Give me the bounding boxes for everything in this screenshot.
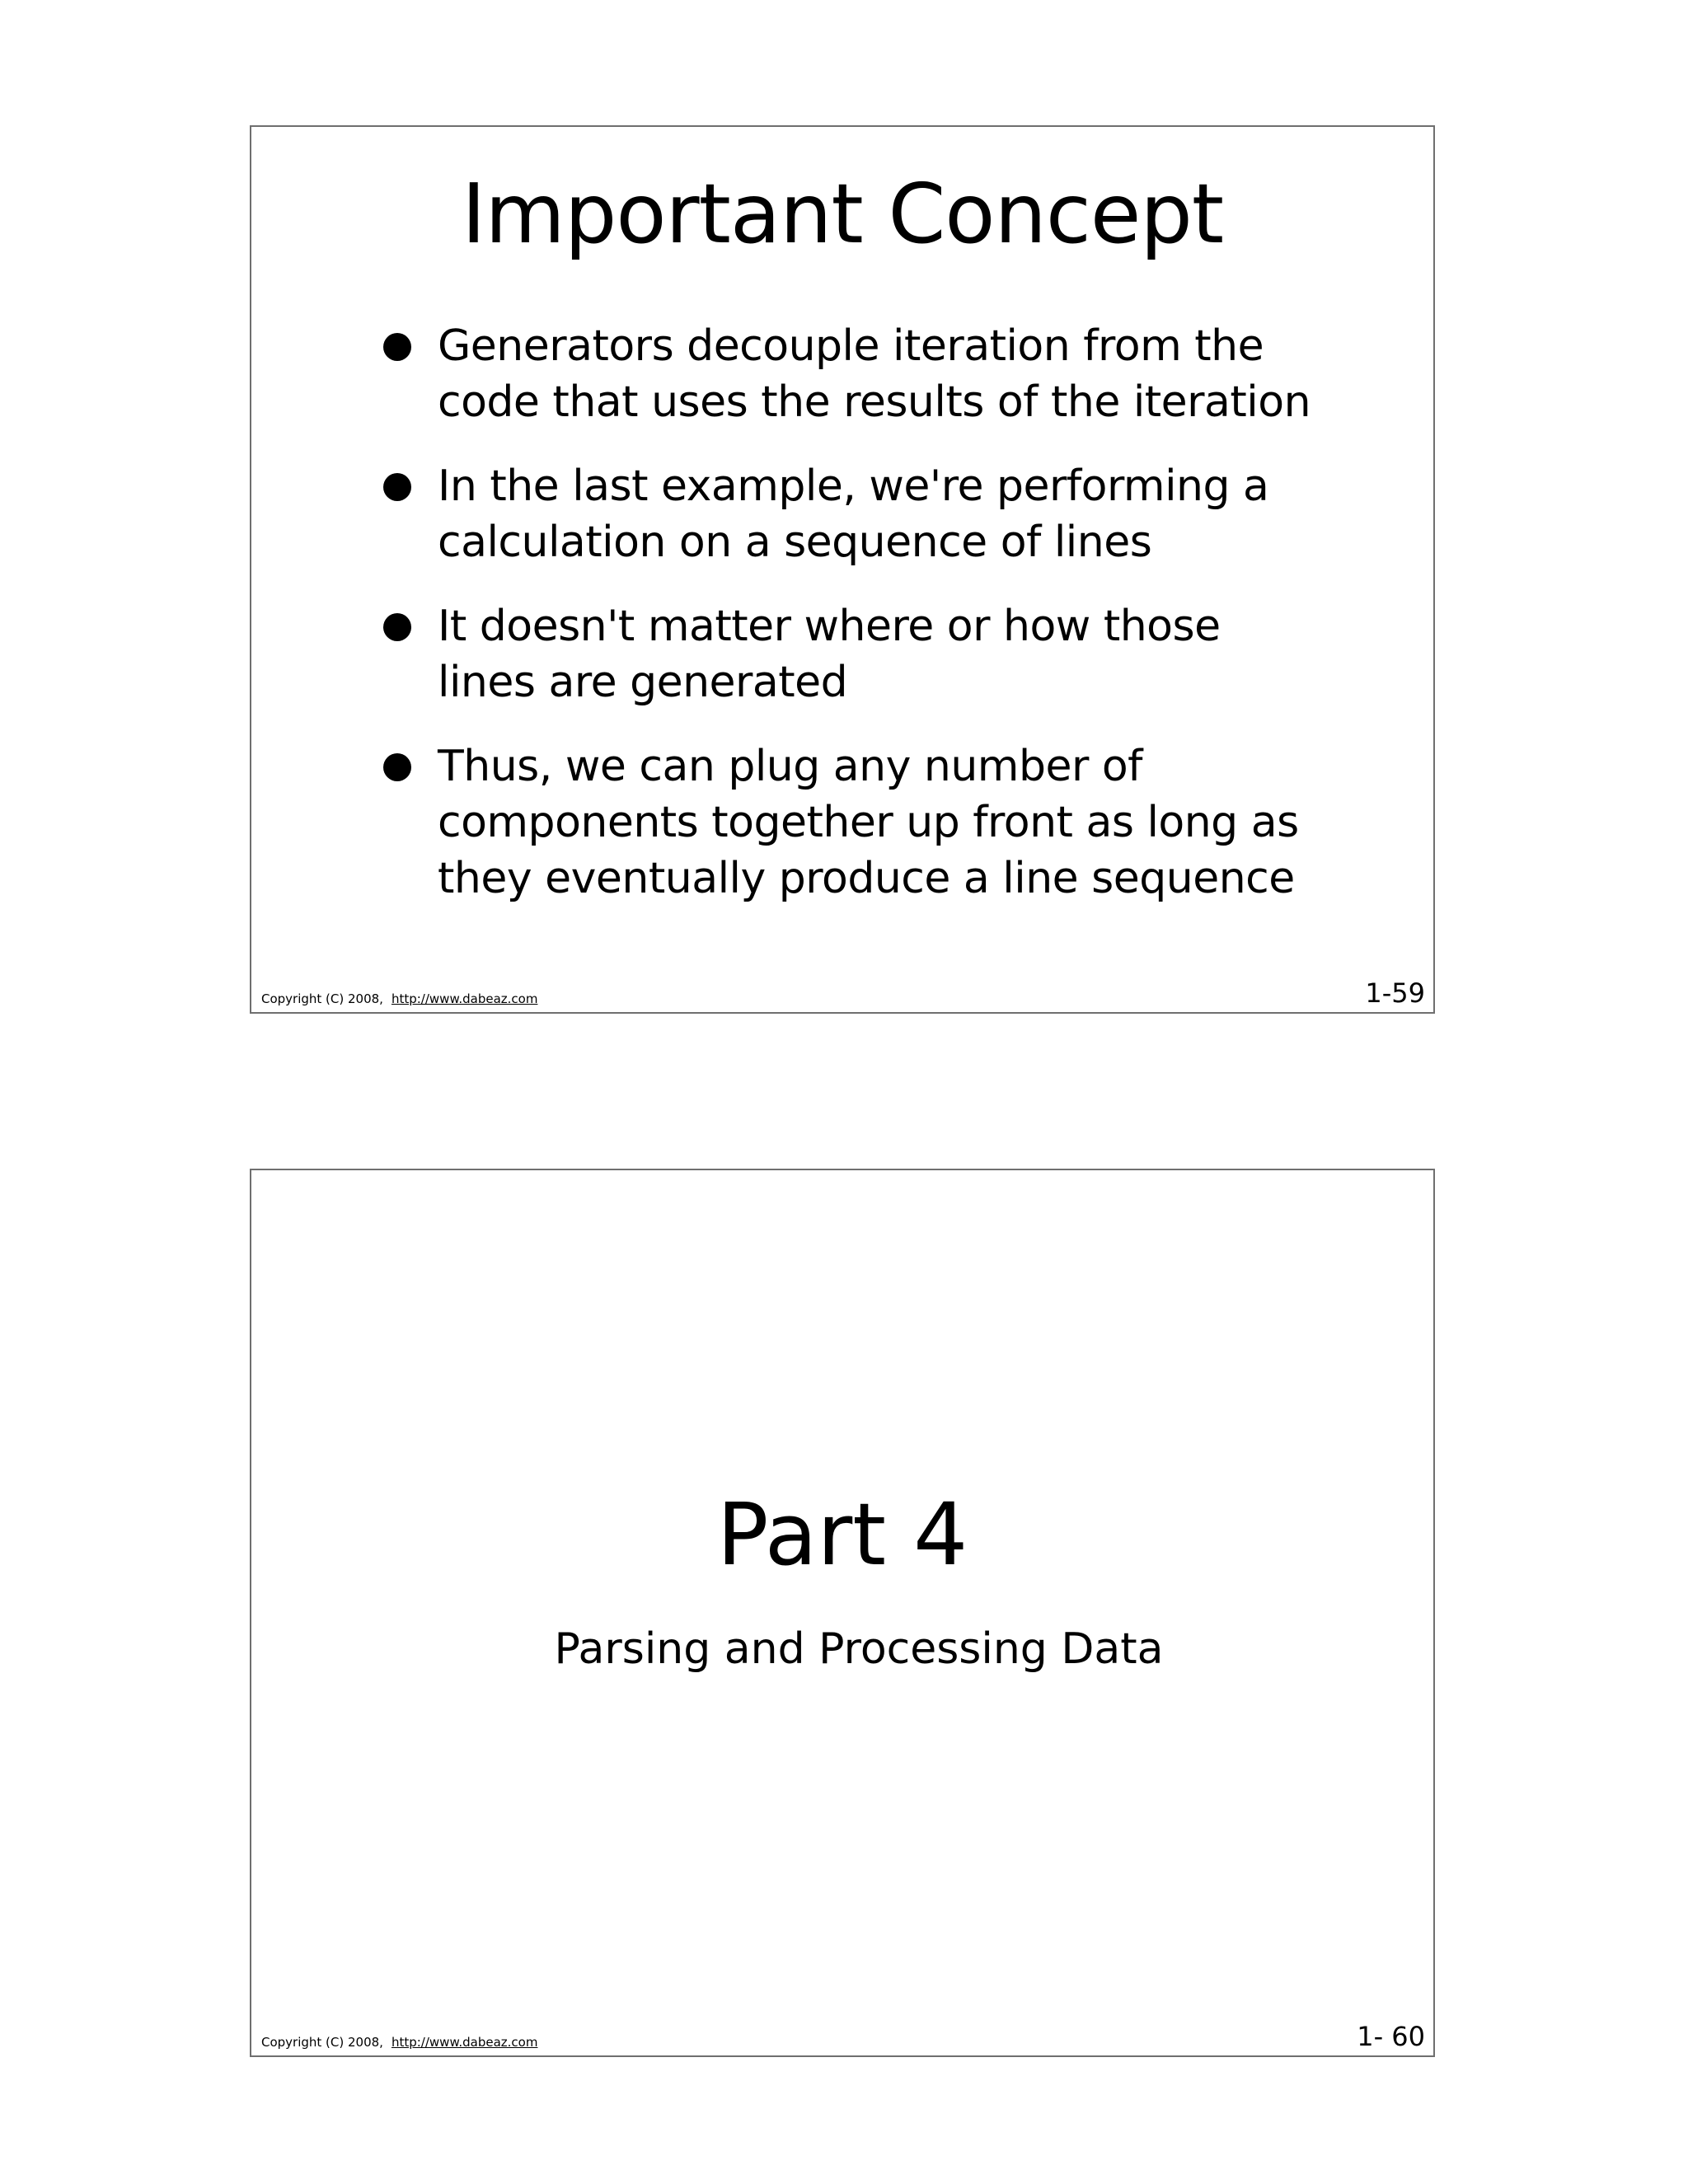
slide-footer (261, 2034, 537, 2050)
bullet-line: lines are generated (438, 658, 848, 707)
copyright-text: Copyright (C) 2008, (261, 2035, 383, 2050)
bullet-line: In the last example, we're performing a (438, 462, 1269, 511)
bullet-dot-icon (383, 753, 411, 781)
footer-link[interactable]: http://www.dabeaz.com (391, 991, 538, 1006)
bullet-line: Generators decouple iteration from the (438, 321, 1264, 371)
bullet-dot-icon (383, 333, 411, 361)
bullet-item (383, 738, 1328, 907)
page-number: 1- 60 (1357, 2021, 1425, 2052)
copyright-text: Copyright (C) 2008, (261, 991, 383, 1006)
bullet-line: code that uses the results of the iteration (438, 377, 1311, 427)
bullet-line: It doesn't matter where or how those (438, 602, 1221, 651)
bullet-line: they eventually produce a line sequence (438, 854, 1295, 903)
bullet-item (383, 318, 1328, 430)
footer-link[interactable]: http://www.dabeaz.com (391, 2035, 538, 2050)
slide-part-4 (250, 1169, 1435, 2057)
slide-title: Important Concept (461, 166, 1224, 262)
section-subtitle: Parsing and Processing Data (554, 1624, 1164, 1674)
slide-important-concept (250, 125, 1435, 1014)
bullet-list (383, 318, 1328, 935)
bullet-dot-icon (383, 613, 411, 641)
section-title: Part 4 (716, 1484, 968, 1585)
page-number: 1-59 (1365, 977, 1425, 1009)
bullet-line: Thus, we can plug any number of (438, 742, 1142, 791)
bullet-line: components together up front as long as (438, 798, 1299, 847)
bullet-item (383, 458, 1328, 570)
bullet-line: calculation on a sequence of lines (438, 518, 1152, 567)
bullet-item (383, 598, 1328, 710)
slide-footer (261, 991, 537, 1007)
bullet-dot-icon (383, 473, 411, 501)
